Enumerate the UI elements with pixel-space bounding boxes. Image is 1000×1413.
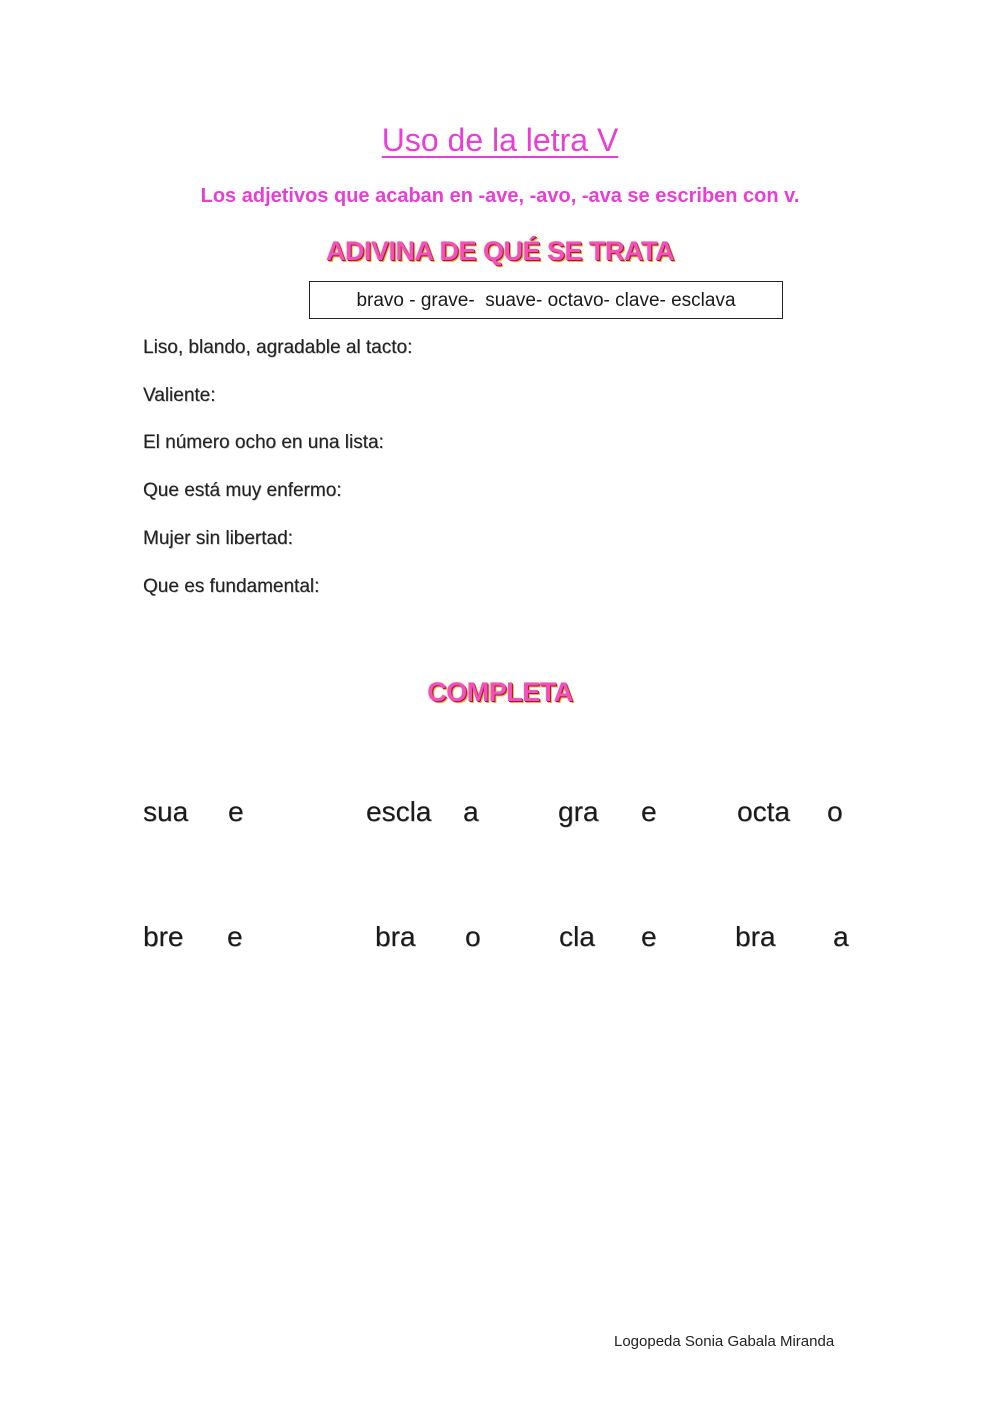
word-fragment: e (641, 796, 657, 827)
rule-subtitle: Los adjetivos que acaban en -ave, -avo, -ava se escriben con v. (200, 185, 800, 207)
word-fragment: o (827, 796, 843, 827)
word-fragment: gra (558, 796, 599, 827)
clue-item: Valiente: (143, 385, 216, 406)
page-title: Uso de la letra V (381, 122, 619, 158)
word-fragment: bra (735, 921, 776, 952)
clue-item: Liso, blando, agradable al tacto: (143, 337, 413, 358)
word-fragment: e (641, 921, 657, 952)
word-fragment: octa (737, 796, 790, 827)
word-fragment: bra (375, 921, 416, 952)
word-fragment: a (833, 921, 849, 952)
word-fragment: escla (366, 796, 432, 827)
author-footer: Logopeda Sonia Gabala Miranda (614, 1333, 835, 1350)
word-fragment: cla (559, 921, 595, 952)
clue-item: El número ocho en una lista: (143, 432, 384, 453)
section-heading-completa: COMPLETA (427, 677, 573, 707)
word-fragment: e (227, 921, 243, 952)
word-fragment: a (463, 796, 479, 827)
word-fragment: sua (143, 796, 189, 827)
clue-item: Que está muy enfermo: (143, 480, 342, 501)
word-fragment: e (228, 796, 244, 827)
word-fragment: o (465, 921, 481, 952)
word-fragment: bre (143, 921, 184, 952)
clue-item: Mujer sin libertad: (143, 528, 293, 549)
word-bank-box: bravo - grave- suave- octavo- clave- esclava (309, 281, 783, 319)
clue-item: Que es fundamental: (143, 576, 320, 597)
section-heading-adivina: ADIVINA DE QUÉ SE TRATA (325, 236, 675, 266)
